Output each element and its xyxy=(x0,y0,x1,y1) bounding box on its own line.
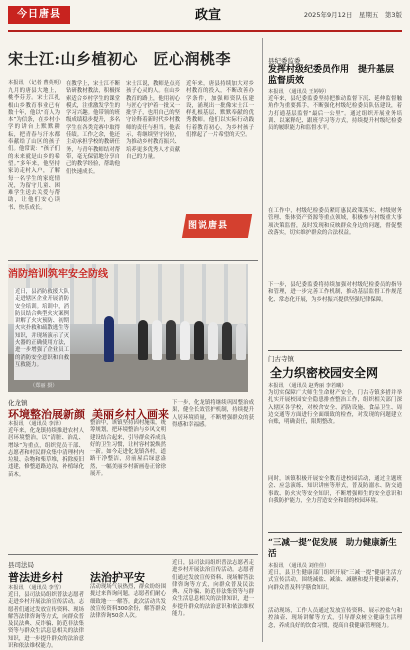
sub-article-column-2: 整治中，该镇坚持因村施策，统筹规划，把环境整治与乡风文明建设结合起来，引导群众养成良好的卫生习惯，让村容村貌焕然一新。如今走进化龙镇各村，道路干净整洁，房前屋后绿意盎然，一幅美丽乡村新画卷正徐徐展开。 xyxy=(90,420,166,478)
column-divider xyxy=(262,38,263,642)
issue-info: 2025年9月12日 星期五 第3版 xyxy=(303,11,402,19)
sub-article-column-3: 下一步，化龙镇将继续巩固整治成果，健全长效管护机制，持续提升人居环境质量，不断增强群众的获得感和幸福感。 xyxy=(172,400,254,428)
right-article-3-byline: 本报讯 （通讯员 刘佳佳） xyxy=(268,563,330,569)
sub-article-kicker: 化龙镇 xyxy=(8,399,28,407)
photo-person xyxy=(104,316,114,362)
photo-caption: 消防培训筑牢安全防线 xyxy=(8,269,108,280)
photo-person xyxy=(208,322,218,360)
right-article-3-body-1: 近日，县卫生健康部门组织开展“三减一提”健康生活方式宣传活动，围绕减盐、减油、减糖和提升健康素养，向群众普及科学膳食知识。 xyxy=(268,570,402,591)
law-article-kicker: 县司法局 xyxy=(8,561,34,569)
sub-article-column-1: 近年来，化龙镇持续推进农村人居环境整治，以“清脏、治乱、增绿”为重点，组织党员干部、志愿者和村民群众集中清理村内垃圾、杂物和柴草堆，拆除废旧违建，修整道路边沟，补植绿化苗木。 xyxy=(8,428,84,478)
photo-person xyxy=(222,322,232,360)
lead-headline: 宋士江:山乡植初心 匠心润桃李 xyxy=(8,50,232,68)
photo-person xyxy=(236,323,246,360)
law-article-byline: 本报讯 （通讯员 李雪） xyxy=(8,585,65,591)
law-article-headline-1: 普法进乡村 xyxy=(8,571,63,584)
right-article-1-body-2: 在工作中，村级纪检委员紧盯惠民政策落实、村级财务管理、集体资产资源等重点领域，积极参与村级重大事项决策监督，及时发现和反映群众身边的问题，督促整改落实，切实维护群众的合法权益。 xyxy=(268,208,402,236)
photo-person xyxy=(152,320,162,360)
right-article-2-kicker: 门古寺镇 xyxy=(268,355,294,363)
section-title: 政宣 xyxy=(194,8,221,23)
lead-byline: 本报讯 （记者 曹英明） xyxy=(8,80,65,86)
right-article-1-body-3: 下一步，县纪委监委将持续加强对村级纪检委员的指导和管理，进一步完善工作机制，推动基层监督工作规范化、常态化开展，为乡村振兴提供坚强纪律保障。 xyxy=(268,282,402,303)
photo-person xyxy=(194,321,204,360)
right-article-1-kicker: 县纪委监委 xyxy=(268,57,301,65)
sub-article-byline: 本报讯 （通讯员 李泽） xyxy=(8,421,65,427)
lead-column-4: 近年来，唐县持续加大对乡村教育的投入，不断改善办学条件，加强师资队伍建设，涌现出一批像宋士江一样扎根基层、默默奉献的优秀教师。他们以实际行动践行着教育初心，为乡村孩子们撑起了一片希望的天空。 xyxy=(186,81,254,139)
lead-column-2: 在教学上，宋士江不断钻研教材教法，积极探索适合乡村学生的课堂模式，注重激发学生的学习兴趣。他带领的班级成绩稳步提升，多名学生在各类竞赛中取得佳绩。工作之余，他还主动承担学校的教研任务，与青年教师结对帮带，毫无保留地分享自己的教学经验，帮助他们快速成长。 xyxy=(66,81,120,175)
right-article-2-body-1: 为切实保障广大师生生命财产安全，门古寺镇多措并举扎实开展校园安全隐患排查整治工作，组织相关部门深入辖区各学校，对校舍安全、消防设施、食品卫生、周边交通等方面进行全面细致的检查，对发现的问题建立台账，明确责任，限期整改。 xyxy=(268,390,402,426)
sub-article-headline-1: 环境整治展新颜 xyxy=(8,408,85,421)
law-article-column-1: 近日，县司法局组织普法志愿者走进乡村开展法治宣传活动。志愿者们通过发放宣传资料、现场解答法律咨询等方式，向群众普及民法典、反诈骗、防范非法集资等与群众生活息息相关的法律知识，进一步提升群众的法治意识和依法维权能力。 xyxy=(8,592,84,650)
newspaper-logo: 今日唐县 xyxy=(8,6,70,24)
section-divider xyxy=(268,350,402,351)
photo-person xyxy=(166,320,176,360)
photo-person xyxy=(138,320,148,360)
right-article-2-headline: 全力织密校园安全网 xyxy=(270,366,379,380)
photo-text: 近日，县消防救援大队走进辖区企业开展消防安全培训。培训中，消防员结合典型火灾案例讲解了火灾预防、初期火灾扑救和疏散逃生等知识，并现场演示了灭火器的正确使用方法，进一步增强了企业员工的消防安全意识和自救互救能力。 xyxy=(14,288,70,380)
lead-column-1: 九月的唐县大地上，桃李芬芳。宋士江扎根山乡教育事业已有数十年，他以“育人为本”为信条，在乡村小学的讲台上默默耕耘，把青春与汗水都奉献给了山区的孩子们。他常说：“孩子们的未来就是山乡的希望。”多年来，他坚持家访走村入户，了解每一名学生的家庭情况，为留守儿童、困难学生送去关爱与帮助，让他们安心读书、快乐成长。 xyxy=(8,88,60,211)
lead-column-3: 宋士江说，教师是点亮孩子心灵的人。在山乡教育的路上，他用初心与匠心守护着一批又一批学子，也用自己的坚守诠释着新时代乡村教师的责任与担当。他表示，将继续坚守岗位，为推动乡村教育振兴、培养更多优秀人才贡献自己的力量。 xyxy=(126,81,180,160)
right-article-1-byline: 本报讯 （通讯员 王婷婷） xyxy=(268,89,330,95)
right-article-3-headline: “三减一提”促发展 助力健康新生活 xyxy=(268,538,397,559)
law-article-column-2: 活动现场气氛热烈，群众纷纷围拢过来咨询问题，志愿者们耐心细致地一一解答。此次活动共发放宣传资料300余份，解答群众法律咨询50余人次。 xyxy=(90,584,166,620)
section-divider xyxy=(8,554,258,555)
section-divider xyxy=(8,260,258,261)
sub-article-headline-2: 美丽乡村入画来 xyxy=(92,408,169,421)
section-divider xyxy=(268,532,402,533)
photo-person xyxy=(180,321,190,360)
law-article-headline-2: 法治护平安 xyxy=(90,571,145,584)
right-article-2-body-2: 同时，该镇积极开展安全教育进校园活动，通过主题班会、应急演练、知识讲座等形式，普及防溺水、防交通事故、防火灾等安全知识，不断增强师生的安全意识和自我防护能力，全力营造安全和谐的校园环境。 xyxy=(268,476,402,504)
law-article-column-3: 近日，县司法局组织普法志愿者走进乡村开展法治宣传活动。志愿者们通过发放宣传资料、现场解答法律咨询等方式，向群众普及民法典、反诈骗、防范非法集资等与群众生活息息相关的法律知识，进一步提升群众的法治意识和依法维权能力。 xyxy=(172,560,254,618)
right-article-2-byline: 本报讯 （通讯员 赵秀丽 李若曦） xyxy=(268,383,347,389)
right-article-1-body-1: 近年来，县纪委监委坚持把推动监督下沉、延伸监督触角作为重要抓手，不断强化村级纪检委员队伍建设，着力打通基层监督“最后一公里”。通过组织开展业务培训、以案释纪、跟班学习等方式，持续提升村级纪检委员的履职能力和监督水平。 xyxy=(268,96,402,132)
masthead-rule xyxy=(8,30,402,32)
photo-credit: （郑丽 摄） xyxy=(30,383,58,389)
right-article-1-headline: 发挥村级纪委员作用 提升基层监督质效 xyxy=(268,65,395,86)
right-article-3-body-2: 活动现场，工作人员通过发放宣传资料、展示控盐勺和控油壶、现场讲解等方式，引导群众树立健康生活理念，养成良好的饮食习惯，提高自我健康管理能力。 xyxy=(268,608,402,629)
feature-banner-label: 图说唐县 xyxy=(188,221,229,231)
masthead xyxy=(8,4,402,32)
